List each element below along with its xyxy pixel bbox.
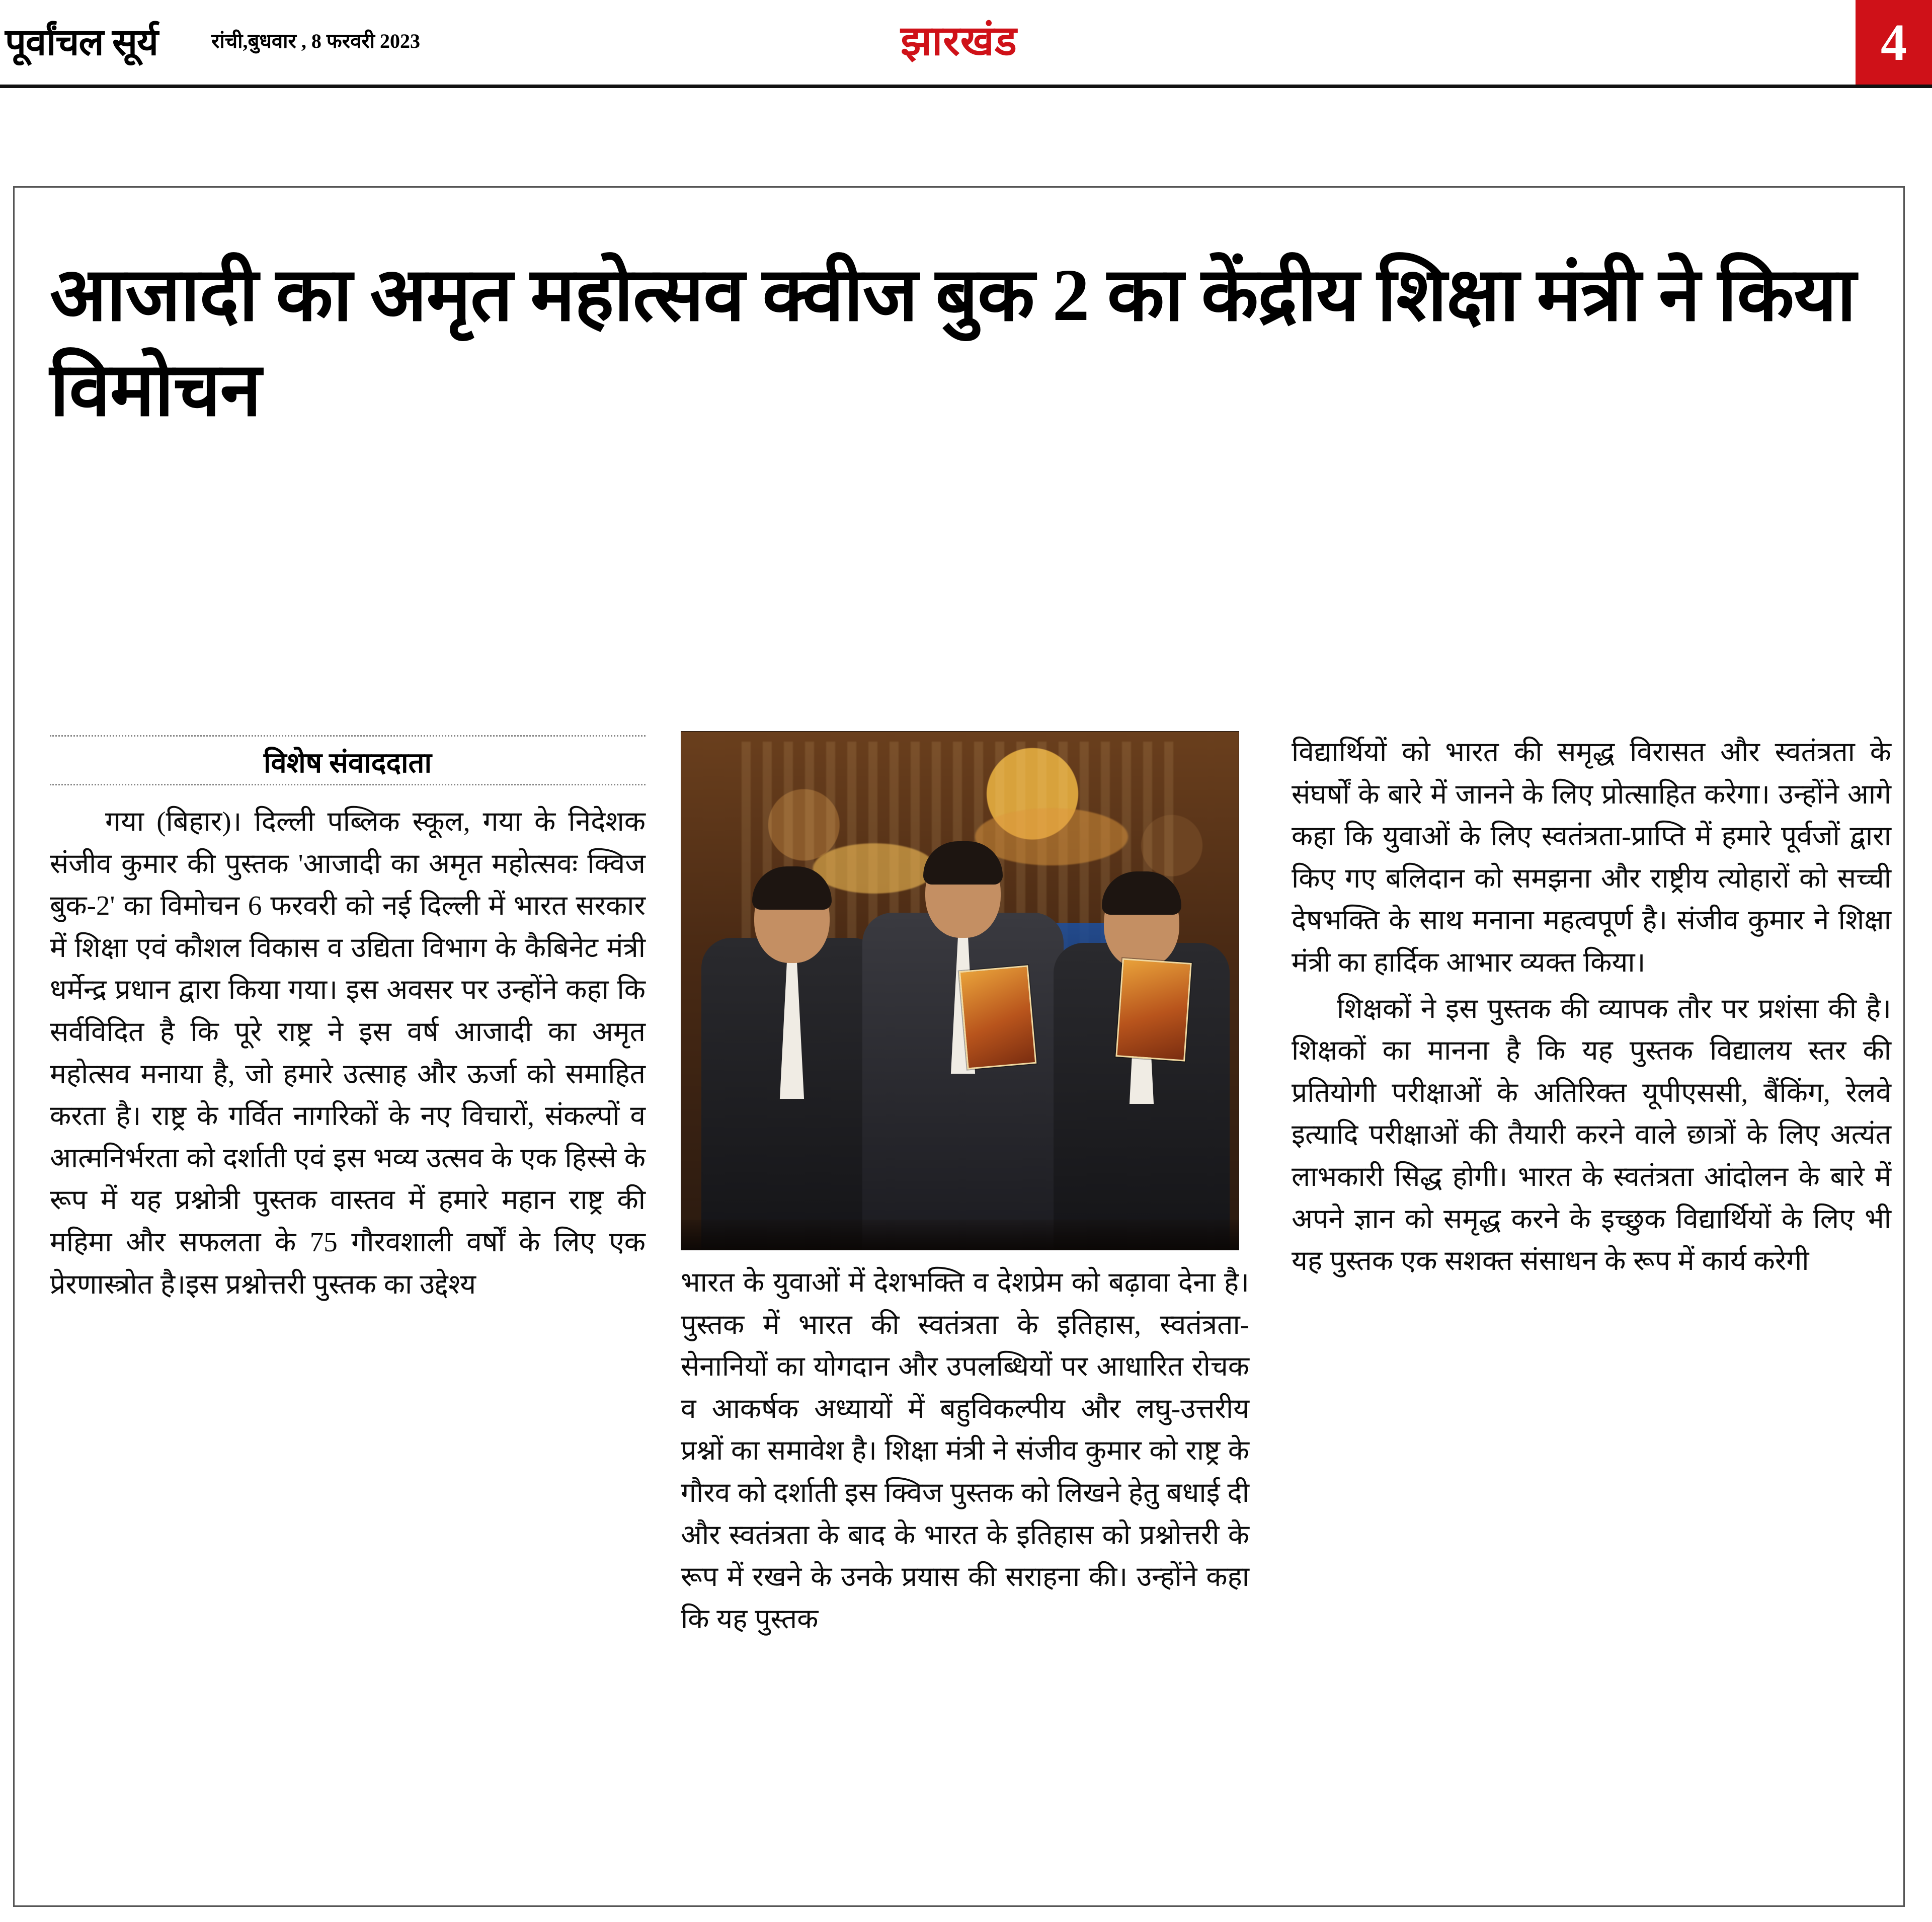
photo-person-hair bbox=[923, 841, 1003, 885]
article-headline: आजादी का अमृत महोत्सव क्वीज बुक 2 का केंद्रीय शिक्षा मंत्री ने किया विमोचन bbox=[50, 254, 1856, 432]
masthead-divider bbox=[0, 85, 1932, 88]
article-photo bbox=[681, 731, 1239, 1250]
paragraph: शिक्षकों ने इस पुस्तक की व्यापक तौर पर प्रशंसा की है। शिक्षकों का मानना है कि यह पुस्तक विद्यालय स्तर की प्रतियोगी परीक्षाओं के अतिरिक्त यूपीएससी, बैंकिंग, रेलवे इत्यादि परीक्षाओं की तैयारी करने वाले छात्रों के लिए अत्यंत लाभकारी सिद्ध होगी। भारत के स्वतंत्रता आंदोलन के बारे में अपने ज्ञान को समृद्ध करने के इच्छुक विद्यार्थियों के लिए भी यह पुस्तक एक सशक्त संसाधन के रूप में कार्य करेगी bbox=[1292, 993, 1891, 1276]
photo-book-right bbox=[1115, 958, 1191, 1061]
byline: विशेष संवाददाता bbox=[264, 748, 432, 779]
article-columns bbox=[50, 731, 1891, 1873]
article-container bbox=[13, 186, 1905, 1907]
column-three bbox=[1277, 731, 1891, 1873]
photo-book-left bbox=[959, 965, 1037, 1069]
masthead bbox=[0, 0, 1932, 86]
page-number-badge: 4 bbox=[1856, 0, 1932, 85]
photo-foreground-shadow bbox=[681, 1220, 1239, 1250]
section-title: झारखंड bbox=[901, 18, 1017, 64]
column-one bbox=[50, 731, 674, 1873]
paper-name: पूर्वांचल सूर्य bbox=[5, 22, 158, 63]
photo-person-hair bbox=[1102, 871, 1181, 915]
paragraph: गया (बिहार)। दिल्ली पब्लिक स्कूल, गया के निदेशक संजीव कुमार की पुस्तक 'आजादी का अमृत महोत्सवः क्विज बुक-2' का विमोचन 6 फरवरी को नई दिल्ली में भारत सरकार में शिक्षा एवं कौशल विकास व उद्यिता विभाग के कैबिनेट मंत्री धर्मेन्द्र प्रधान द्वारा किया गया। इस अवसर पर उन्होंने कहा कि सर्वविदित है कि पूरे राष्ट्र ने इस वर्ष आजादी का अमृत महोत्सव मनाया है, जो हमारे उत्साह और ऊर्जा को समाहित करता है। राष्ट्र के गर्वित नागरिकों के नए विचारों, संकल्पों व आत्मनिर्भरता को दर्शाती एवं इस भव्य उत्सव के एक हिस्से के रूप में यह प्रश्नोत्री पुस्तक वास्तव में हमारे महान राष्ट्र की महिमा और सफलता के 75 गौरवशाली वर्षों के लिए एक प्रेरणास्त्रोत है।इस प्रश्नोत्तरी पुस्तक का उद्देश्य bbox=[50, 806, 646, 1300]
byline-rule-top bbox=[50, 735, 646, 737]
column-two bbox=[674, 731, 1277, 1873]
paragraph: भारत के युवाओं में देशभक्ति व देशप्रेम को बढ़ावा देना है। पुस्तक में भारत की स्वतंत्रता के इतिहास, स्वतंत्रता-सेनानियों का योगदान और उपलब्धियों पर आधारित रोचक व आकर्षक अध्यायों में बहुविकल्पीय और लघु-उत्तरीय प्रश्नों का समावेश है। शिक्षा मंत्री ने संजीव कुमार को राष्ट्र के गौरव को दर्शाती इस क्विज पुस्तक को लिखने हेतु बधाई दी और स्वतंत्रता के बाद के भारत के इतिहास को प्रश्नोत्तरी के रूप में रखने के उनके प्रयास की सराहना की। उन्होंने कहा कि यह पुस्तक bbox=[681, 1267, 1249, 1634]
byline-rule-bottom bbox=[50, 784, 646, 785]
photo-person-left bbox=[701, 852, 882, 1250]
paragraph: विद्यार्थियों को भारत की समृद्ध विरासत और स्वतंत्रता के संघर्षों के बारे में जानने के लिए प्रोत्साहित करेगा। उन्होंने आगे कहा कि युवाओं के लिए स्वतंत्रता-प्राप्ति में हमारे पूर्वजों द्वारा किए गए बलिदान को समझना और राष्ट्रीय त्योहारों को सच्ची देषभक्ति के साथ मनाना महत्वपूर्ण है। संजीव कुमार ने शिक्षा मंत्री का हार्दिक आभार व्यक्त किया। bbox=[1292, 737, 1891, 978]
dateline: रांची,बुधवार , 8 फरवरी 2023 bbox=[211, 30, 421, 52]
photo-person-hair bbox=[752, 866, 832, 910]
